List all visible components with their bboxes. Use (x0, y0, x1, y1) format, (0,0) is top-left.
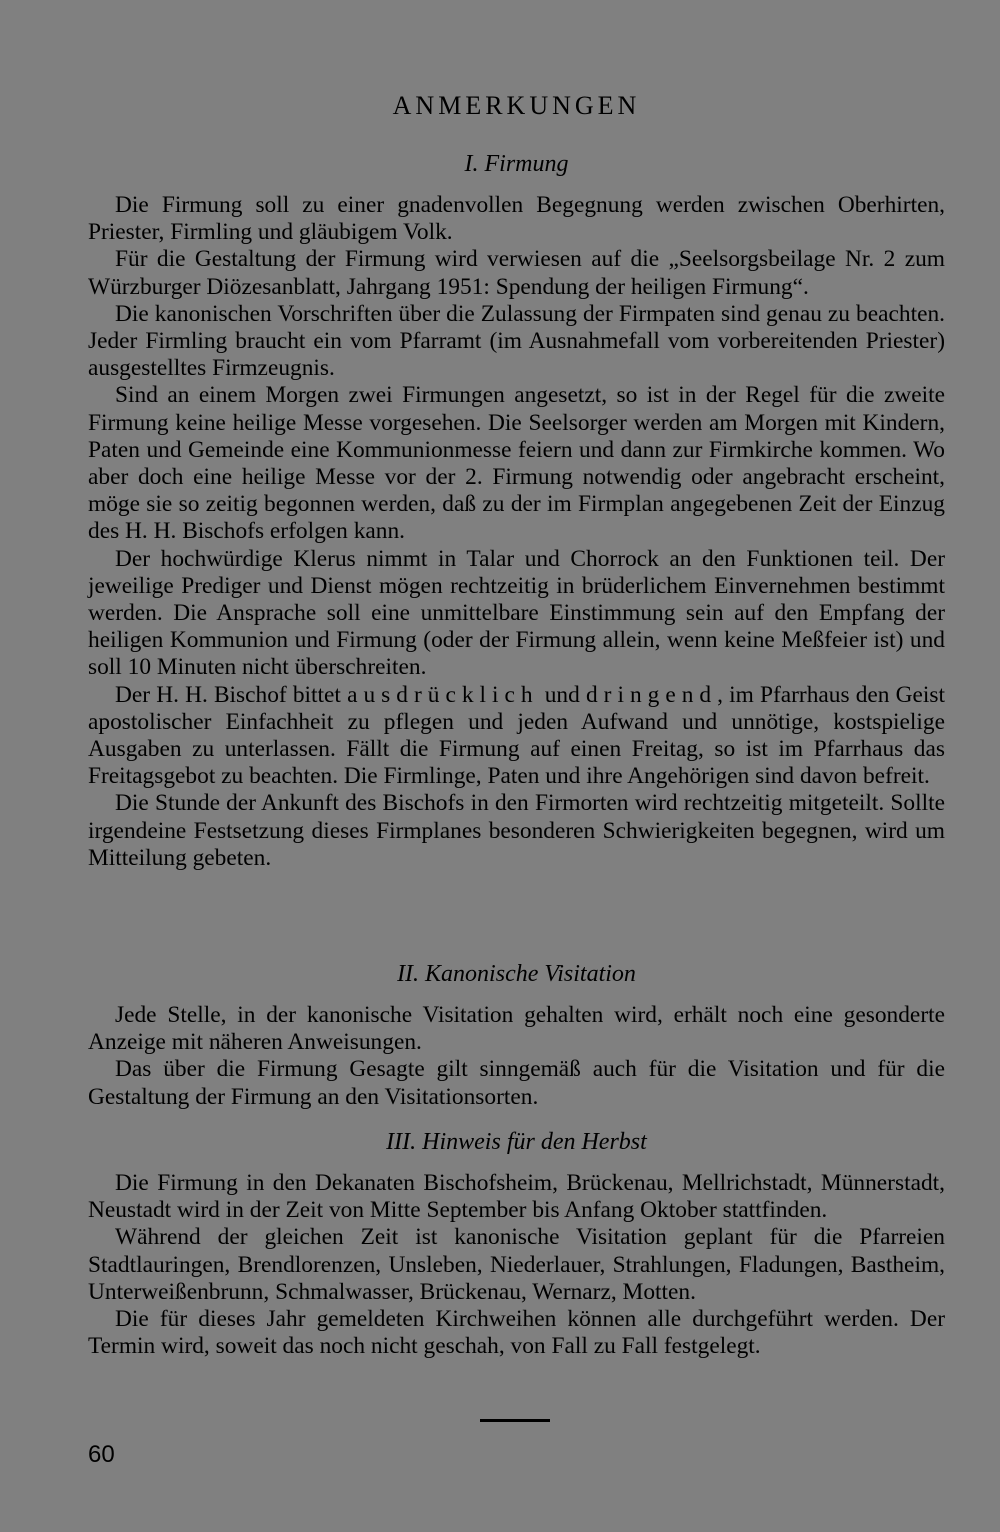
page-heading: ANMERKUNGEN (392, 91, 641, 120)
end-rule-divider (480, 1419, 550, 1422)
paragraph-text: Der H. H. Bischof bittet (115, 681, 348, 708)
section-title: III. Hinweis für den Herbst (386, 1129, 647, 1155)
paragraph: Der hochwürdige Klerus nimmt in Talar und Chorrock an den Funktionen teil. Der jeweilige Prediger und Dienst mögen rechtzeitig in brüderlichem Einvernehmen bestimmt werden. Die Ansprache soll eine unmittelbare Einstimmung sein auf den Empfang der heiligen Kommunion und Firmung (oder der Firmung allein, wenn keine Meßfeier ist) und soll 10 Minuten nicht überschreiten. (88, 545, 945, 681)
paragraph: Die für dieses Jahr gemeldeten Kirchweihen können alle durchgeführt werden. Der Termin wird, soweit das noch nicht geschah, von Fall zu Fall festgelegt. (88, 1306, 945, 1360)
bishop-paragraph (88, 682, 945, 791)
paragraph: Während der gleichen Zeit ist kanonische Visitation geplant für die Pfarreien Stadtlauringen, Brendlorenzen, Unsleben, Niederlauer, Strahlungen, Fladungen, Bastheim, Unterweißenbrunn, Schmalwasser, Brückenau, Wernarz, Motten. (88, 1224, 945, 1305)
paragraph: Die Firmung in den Dekanaten Bischofsheim, Brückenau, Mellrichstadt, Münnerstadt, Neustadt wird in der Zeit von Mitte September bis Anfang Oktober stattfinden. (88, 1170, 945, 1224)
paragraph: Die kanonischen Vorschriften über die Zulassung der Firmpaten sind genau zu beachten. Jeder Firmling braucht ein vom Pfarramt (im Ausnahmefall vom vorbereitenden Priester) ausgestelltes Firmzeugnis. (88, 300, 945, 382)
emphasized-word: dringend (585, 681, 718, 708)
section-firmung (88, 146, 945, 872)
section-title: I. Firmung (464, 151, 569, 177)
paragraph: Jede Stelle, in der kanonische Visitation gehalten wird, erhält noch eine gesonderte Anzeige mit näheren Anweisungen. (88, 1002, 945, 1056)
section-kanonische-visitation (88, 956, 945, 1111)
paragraph: Für die Gestaltung der Firmung wird verwiesen auf die „Seelsorgsbeilage Nr. 2 zum Würzburger Diözesanblatt, Jahrgang 1951: Spendung der heiligen Firmung“. (88, 246, 945, 300)
paragraph: Sind an einem Morgen zwei Firmungen angesetzt, so ist in der Regel für die zweite Firmung keine heilige Messe vorgesehen. Die Seelsorger werden am Morgen mit Kindern, Paten und Gemeinde eine Kommunionmesse feiern und dann zur Firmkirche kommen. Wo aber doch eine heilige Messe vor der 2. Firmung notwendig oder angebracht erscheint, möge sie so zeitig begonnen werden, daß zu der im Firmplan angegebenen Zeit der Einzug des H. H. Bischofs erfolgen kann. (88, 382, 945, 545)
section-title: II. Kanonische Visitation (397, 961, 636, 987)
paragraph: Das über die Firmung Gesagte gilt sinngemäß auch für die Visitation und für die Gestaltung der Firmung an den Visitationsorten. (88, 1056, 945, 1110)
paragraph-text: und (538, 681, 586, 708)
emphasized-word: ausdrücklich (347, 681, 539, 708)
paragraph: Die Stunde der Ankunft des Bischofs in den Firmorten wird rechtzeitig mitgeteilt. Sollte irgendeine Festsetzung dieses Firmplanes besonderen Schwierigkeiten begegnen, wird um Mitteilung gebeten. (88, 790, 945, 871)
page-number: 60 (88, 1441, 115, 1468)
paragraph: Die Firmung soll zu einer gnadenvollen Begegnung werden zwischen Oberhirten, Priester, Firmling und gläubigem Volk. (88, 192, 945, 246)
section-hinweis-herbst (88, 1124, 945, 1360)
paragraph-text: , im Pfarrhaus den Geist apostolischer Einfachheit zu pflegen und jeden Aufwand und unnötige, kostspielige Ausgaben zu unterlassen. Fällt die Firmung auf einen Freitag, so ist im Pfarrhaus das Freitagsgebot zu beachten. Die Firmlinge, Paten und ihre Angehörigen sind davon befreit. (88, 681, 946, 790)
